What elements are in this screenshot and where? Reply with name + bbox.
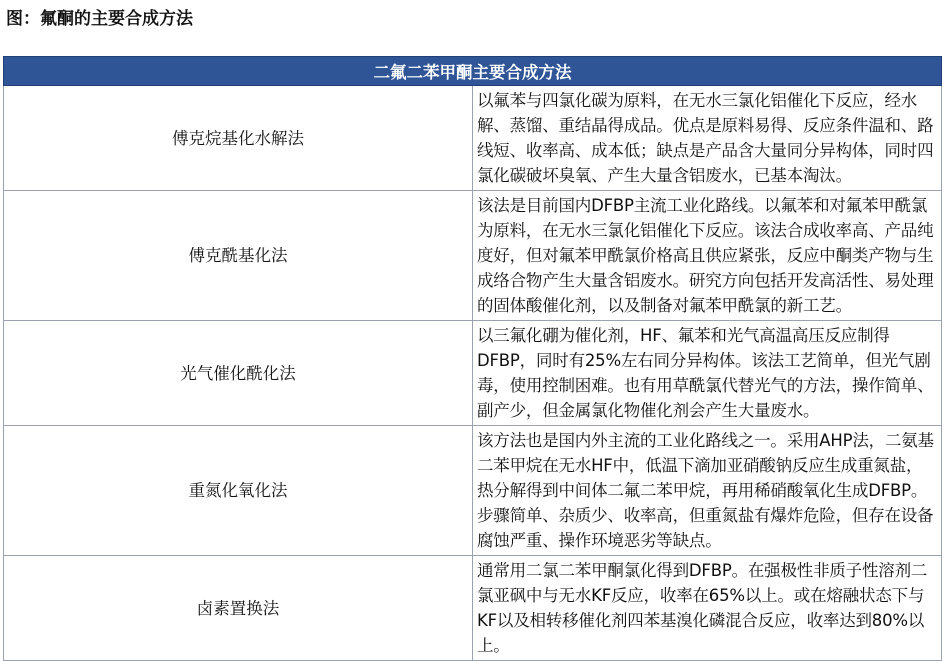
synthesis-methods-table-container <box>3 56 942 661</box>
method-name-cell: 卤素置换法 <box>4 556 473 661</box>
method-name-cell: 傅克烷基化水解法 <box>4 86 473 191</box>
table-row <box>4 556 942 661</box>
method-description-cell: 以氟苯与四氯化碳为原料，在无水三氯化铝催化下反应，经水解、蒸馏、重结晶得成品。优点是原料易得、反应条件温和、路线短、收率高、成本低；缺点是产品含大量同分异构体，同时四氯化碳破坏臭氧、产生大量含铝废水，已基本淘汰。 <box>473 86 942 191</box>
figure-title: 图：氟酮的主要合成方法 <box>6 9 193 29</box>
method-description-cell: 该方法也是国内外主流的工业化路线之一。采用AHP法，二氨基二苯甲烷在无水HF中，低温下滴加亚硝酸钠反应生成重氮盐，热分解得到中间体二氟二苯甲烷，再用稀硝酸氧化生成DFBP。步骤简单、杂质少、收率高，但重氮盐有爆炸危险，但存在设备腐蚀严重、操作环境恶劣等缺点。 <box>473 426 942 556</box>
table-row <box>4 426 942 556</box>
method-name-cell: 光气催化酰化法 <box>4 321 473 426</box>
table-row <box>4 191 942 321</box>
method-name-cell: 傅克酰基化法 <box>4 191 473 321</box>
table-row <box>4 321 942 426</box>
table-header: 二氟二苯甲酮主要合成方法 <box>4 57 942 86</box>
method-description-cell: 以三氟化硼为催化剂，HF、氟苯和光气高温高压反应制得DFBP，同时有25%左右同分异构体。该法工艺简单，但光气剧毒，使用控制困难。也有用草酰氯代替光气的方法，操作简单、副产少，但金属氯化物催化剂会产生大量废水。 <box>473 321 942 426</box>
method-description-cell: 通常用二氯二苯甲酮氯化得到DFBP。在强极性非质子性溶剂二氯亚砜中与无水KF反应，收率在65%以上。或在熔融状态下与KF以及相转移催化剂四苯基溴化磷混合反应，收率达到80%以上。 <box>473 556 942 661</box>
table-row <box>4 86 942 191</box>
synthesis-methods-table <box>3 56 942 661</box>
method-description-cell: 该法是目前国内DFBP主流工业化路线。以氟苯和对氟苯甲酰氯为原料，在无水三氯化铝催化下反应。该法合成收率高、产品纯度好，但对氟苯甲酰氯价格高且供应紧张，反应中酮类产物与生成络合物产生大量含铝废水。研究方向包括开发高活性、易处理的固体酸催化剂，以及制备对氟苯甲酰氯的新工艺。 <box>473 191 942 321</box>
method-name-cell: 重氮化氧化法 <box>4 426 473 556</box>
